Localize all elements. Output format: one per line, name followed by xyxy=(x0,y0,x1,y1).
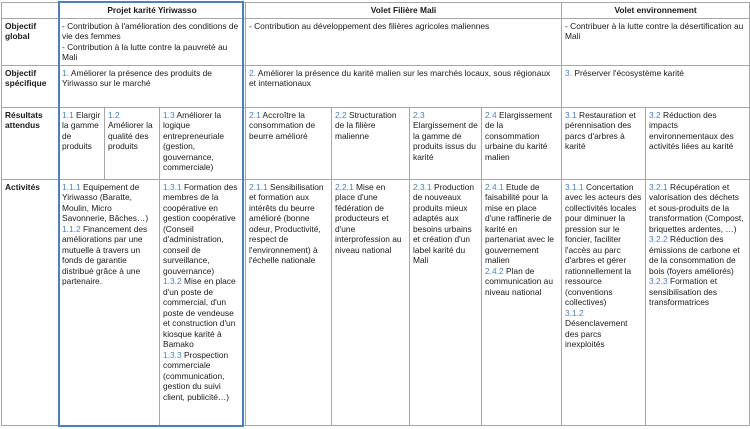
resultat-num: 3.1 xyxy=(565,109,577,120)
objectif-specifique-env-num: 3. xyxy=(565,67,573,78)
objectif-global-projet-2: - Contribution à la lutte contre la pauvreté au Mali xyxy=(62,41,228,62)
activite-num: 2.4.2 xyxy=(485,265,504,276)
resultat-cell xyxy=(246,107,332,179)
activite-item xyxy=(565,308,642,350)
resultat-text: Restauration et pérennisation des parcs d'arbres à karité xyxy=(565,109,636,151)
activites-col3 xyxy=(246,179,332,425)
resultat-num: 2.1 xyxy=(249,109,261,120)
activite-num: 1.3.3 xyxy=(163,349,182,360)
objectif-global-filiere: - Contribution au développement des filières agricoles maliennes xyxy=(246,18,562,65)
activite-text: Mise en place d'une fédération de producteurs et d'une interprofession au niveau national xyxy=(335,181,402,255)
activite-num: 3.1.2 xyxy=(565,307,584,318)
activite-item xyxy=(62,182,156,224)
resultat-text: Elargissement de la consommation urbaine du karité malien xyxy=(485,109,553,162)
activite-text: Production de nouveaux produits mieux adaptés aux besoins urbains et création d'un label karité du Mali xyxy=(413,181,475,265)
activite-num: 3.1.1 xyxy=(565,181,584,192)
row-label-objectif-global: Objectif global xyxy=(2,18,59,65)
objectif-specifique-filiere xyxy=(246,65,562,107)
activite-text: Plan de communication au niveau national xyxy=(485,265,553,297)
activite-text: Concertation avec les acteurs des collectivités locales pour diminuer la pression sur le foncier, faciliter l'accès au parc d'arbres et gérer rationnellement la ressource (conventions collectives) xyxy=(565,181,642,307)
activites-col4 xyxy=(332,179,410,425)
activite-item xyxy=(413,182,478,266)
activite-num: 3.2.1 xyxy=(649,181,668,192)
resultat-num: 2.4 xyxy=(485,109,497,120)
row-label-objectif-specifique: Objectif spécifique xyxy=(2,65,59,107)
header-environnement: Volet environnement xyxy=(562,3,750,19)
resultat-cell xyxy=(646,107,750,179)
activites-col8 xyxy=(646,179,750,425)
activite-num: 1.1.1 xyxy=(62,181,81,192)
resultat-cell xyxy=(332,107,410,179)
activite-text: Formation et sensibilisation des transformatrices xyxy=(649,276,718,307)
objectif-specifique-projet-text: Améliorer la présence des produits de Yiriwasso sur le marché xyxy=(62,67,212,88)
activite-num: 2.1.1 xyxy=(249,181,268,192)
activite-text: Réduction des émissions de carbone et de la consommation de bois (foyers améliorés) xyxy=(649,234,740,276)
objectif-specifique-projet xyxy=(59,65,246,107)
resultat-num: 2.3 xyxy=(413,109,425,120)
activite-text: Formation des membres de la coopérative en gestion coopérative (Conseil d'administration, conseil de surveillance, gouvernance) xyxy=(163,181,238,276)
resultat-cell xyxy=(482,107,562,179)
activite-text: Mise en place d'un poste de commercial, d'un poste de vendeuse et construction d'un kiosque karité à Bamako xyxy=(163,276,236,349)
header-projet: Projet karité Yiriwasso xyxy=(59,3,246,19)
activites-col2 xyxy=(160,179,246,425)
resultat-cell xyxy=(562,107,646,179)
activite-num: 2.4.1 xyxy=(485,181,504,192)
header-filiere: Volet Filière Mali xyxy=(246,3,562,19)
resultat-text: Améliorer la logique entrepreneuriale (gestion, gouvernance, commerciale) xyxy=(163,109,224,172)
activite-text: Récupération et valorisation des déchets et sous-produits de la transformation (Compost, briquettes ardentes, …) xyxy=(649,181,744,234)
activite-item xyxy=(565,182,642,308)
activite-item xyxy=(62,224,156,287)
activite-item xyxy=(485,182,558,266)
activites-col7 xyxy=(562,179,646,425)
resultat-text: Accroître la consommation de beurre amélioré xyxy=(249,109,316,141)
activite-num: 1.1.2 xyxy=(62,223,81,234)
activites-col1 xyxy=(59,179,160,425)
objectif-specifique-environnement xyxy=(562,65,750,107)
activite-num: 1.3.2 xyxy=(163,276,182,286)
resultat-cell xyxy=(59,107,105,179)
objectif-global-environnement: - Contribuer à la lutte contre la désertification au Mali xyxy=(562,18,750,65)
activite-item xyxy=(163,350,242,403)
resultat-text: Réduction des impacts environnementaux des activités liées au karité xyxy=(649,109,734,151)
activite-item xyxy=(485,266,558,298)
activite-item xyxy=(163,276,242,350)
resultat-text: Structuration de la filière malienne xyxy=(335,109,397,141)
objectif-specifique-filiere-text: Améliorer la présence du karité malien sur les marchés locaux, sous régionaux et internationaux xyxy=(249,67,551,88)
resultat-text: Elargissement de la gamme de produits issus du karité xyxy=(413,120,478,162)
activite-text: Sensibilisation et formation aux intérêts du beurre amélioré (bonne odeur, Productivité, respect de l'environnement) à l'échelle nationale xyxy=(249,181,324,265)
resultat-num: 1.1 xyxy=(62,109,74,120)
resultat-num: 2.2 xyxy=(335,109,347,120)
resultat-cell xyxy=(105,107,160,179)
activite-item xyxy=(163,182,242,277)
objectif-specifique-projet-num: 1. xyxy=(62,67,69,78)
objectif-specifique-filiere-num: 2. xyxy=(249,67,257,78)
activite-text: Prospection commerciale (communication, gestion du suivi client, publicité…) xyxy=(163,349,230,402)
objectif-specifique-env-text: Préserver l'écosystème karité xyxy=(574,67,684,78)
activite-num: 3.2.3 xyxy=(649,276,668,286)
activite-item xyxy=(649,182,746,235)
activite-num: 3.2.2 xyxy=(649,234,668,244)
activite-num: 2.3.1 xyxy=(413,181,432,192)
resultat-cell xyxy=(410,107,482,179)
activite-text: Equipement de Yiriwasso (Baratte, Moulin, Micro Savonnerie, Bâches…) xyxy=(62,181,149,223)
resultat-num: 3.2 xyxy=(649,109,661,120)
activite-item xyxy=(249,182,328,266)
activite-item xyxy=(335,182,406,256)
resultat-num: 1.3 xyxy=(163,109,175,120)
activite-num: 2.2.1 xyxy=(335,181,354,192)
row-label-activites: Activités xyxy=(2,179,59,425)
activites-col6 xyxy=(482,179,562,425)
objectif-global-projet-1: - Contribution à l'amélioration des conditions de vie des femmes xyxy=(62,20,239,41)
activite-text: Désenclavement des parcs inexploités xyxy=(565,318,628,349)
resultat-cell xyxy=(160,107,246,179)
resultat-num: 1.2 xyxy=(108,109,120,120)
activites-col5 xyxy=(410,179,482,425)
resultat-text: Améliorer la qualité des produits xyxy=(108,120,153,151)
activite-text: Financement des améliorations par une mutuelle à travers un fonds de garantie distribué grâce à une partenaire. xyxy=(62,223,148,286)
logframe-table xyxy=(1,2,750,426)
corner-cell xyxy=(2,3,59,19)
activite-item xyxy=(649,276,746,308)
activite-num: 1.3.1 xyxy=(163,181,182,192)
row-label-resultats: Résultats attendus xyxy=(2,107,59,179)
objectif-global-projet xyxy=(59,18,246,65)
activite-item xyxy=(649,234,746,276)
activite-text: Etude de faisabilité pour la mise en place d'une raffinerie de karité en partenariat avec le gouvernement malien xyxy=(485,181,554,265)
resultat-text: Elargir la gamme de produits xyxy=(62,109,101,151)
